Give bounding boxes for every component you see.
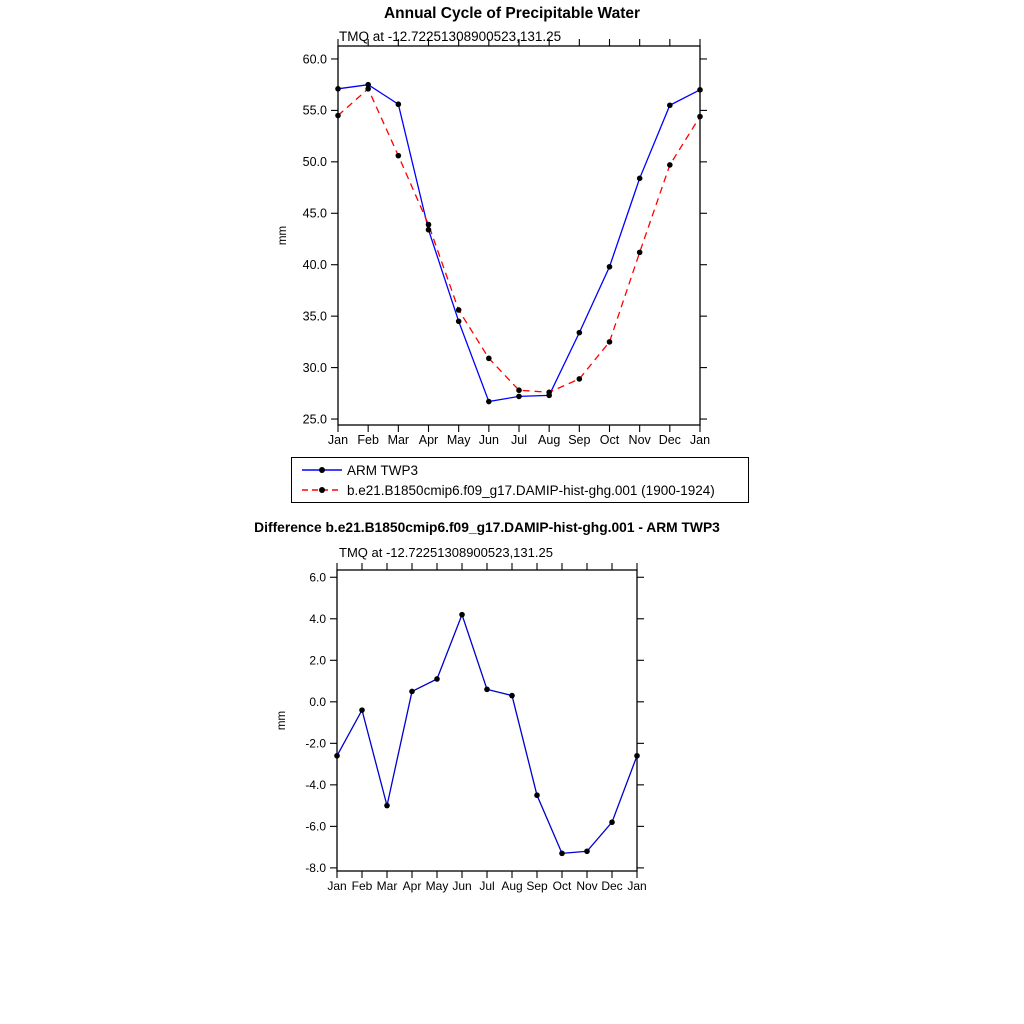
data-point-marker (577, 376, 583, 382)
data-point-marker (667, 102, 673, 108)
chart1-subtitle: TMQ at -12.72251308900523,131.25 (339, 29, 562, 44)
data-point-marker (667, 162, 673, 168)
data-point-marker (456, 307, 462, 313)
data-point-marker (426, 227, 432, 233)
x-tick-label: Aug (501, 879, 523, 893)
y-tick-label: 45.0 (302, 206, 327, 221)
data-point-marker (365, 86, 371, 92)
data-point-marker (509, 693, 515, 699)
x-tick-label: Aug (538, 433, 561, 447)
data-point-marker (607, 339, 613, 345)
data-point-marker (546, 389, 552, 395)
y-tick-label: -2.0 (305, 736, 326, 751)
legend-dashed-line-sample (299, 482, 345, 498)
chart2-subtitle: TMQ at -12.72251308900523,131.25 (339, 545, 553, 560)
y-tick-label: 30.0 (302, 360, 327, 375)
data-point-marker (607, 264, 613, 270)
legend-solid-line-sample (299, 462, 345, 478)
legend-label-model: b.e21.B1850cmip6.f09_g17.DAMIP-hist-ghg.001 (1900-1924) (347, 482, 715, 498)
data-point-marker (577, 330, 583, 336)
data-point-marker (559, 851, 565, 857)
data-point-marker (516, 394, 522, 400)
y-axis-label: mm (276, 710, 288, 731)
x-tick-label: Dec (601, 879, 623, 893)
x-tick-label: Sep (568, 433, 591, 447)
data-point-marker (409, 689, 415, 695)
x-tick-label: Mar (387, 433, 410, 447)
y-axis-label: mm (277, 225, 289, 246)
data-point-marker (459, 612, 465, 618)
data-point-marker (396, 101, 402, 107)
data-point-marker (637, 250, 643, 256)
data-point-marker (426, 222, 432, 228)
chart1-title: Annual Cycle of Precipitable Water (383, 5, 641, 22)
data-point-marker (697, 87, 703, 93)
data-point-marker (334, 753, 340, 759)
x-tick-label: Feb (357, 433, 379, 447)
data-point-marker (434, 676, 440, 682)
data-point-marker (486, 356, 492, 362)
x-tick-label: May (446, 433, 471, 447)
data-point-marker (697, 114, 703, 120)
y-tick-label: 0.0 (309, 695, 326, 710)
data-point-marker (634, 753, 640, 759)
y-tick-label: 4.0 (309, 612, 326, 627)
x-tick-label: Oct (599, 433, 620, 447)
y-tick-label: 6.0 (309, 570, 326, 585)
data-point-marker (384, 803, 390, 809)
legend-entry-arm-twp3 (292, 460, 748, 480)
x-tick-label: Jan (689, 433, 711, 447)
x-tick-label: Nov (576, 879, 598, 893)
y-tick-label: 50.0 (302, 155, 327, 170)
x-tick-label: Jan (327, 879, 347, 893)
series-line (338, 89, 700, 392)
y-tick-label: -6.0 (305, 819, 326, 834)
data-point-marker (609, 819, 615, 825)
data-point-marker (456, 318, 462, 324)
y-tick-label: -4.0 (305, 778, 326, 793)
y-tick-label: 2.0 (309, 653, 326, 668)
data-point-marker (584, 848, 590, 854)
x-tick-label: Sep (526, 879, 548, 893)
x-tick-label: Jan (627, 879, 647, 893)
legend-label-arm-twp3: ARM TWP3 (347, 462, 419, 478)
legend-marker-dot (319, 487, 325, 493)
x-tick-label: Jun (452, 879, 472, 893)
data-point-marker (396, 153, 402, 159)
x-tick-label: Apr (402, 879, 422, 893)
y-tick-label: 25.0 (302, 412, 327, 427)
data-point-marker (335, 113, 341, 119)
legend (291, 457, 749, 503)
legend-marker-dot (319, 467, 325, 473)
x-tick-label: Mar (376, 879, 398, 893)
data-point-marker (359, 707, 365, 713)
series-line (338, 85, 700, 402)
x-tick-label: Jul (511, 433, 527, 447)
data-point-marker (637, 176, 643, 182)
series-line (337, 615, 637, 854)
y-tick-label: 40.0 (302, 258, 327, 273)
data-point-marker (534, 792, 540, 798)
x-tick-label: Feb (351, 879, 373, 893)
y-tick-label: -8.0 (305, 861, 326, 876)
x-tick-label: Jan (327, 433, 349, 447)
chart2-title: Difference b.e21.B1850cmip6.f09_g17.DAMIP-hist-ghg.001 - ARM TWP3 (254, 520, 720, 535)
x-tick-label: Apr (418, 433, 439, 447)
data-point-marker (484, 687, 490, 693)
data-point-marker (516, 387, 522, 393)
data-point-marker (335, 86, 341, 92)
data-point-marker (486, 399, 492, 405)
x-tick-label: May (425, 879, 449, 893)
x-tick-label: Nov (628, 433, 651, 447)
y-tick-label: 55.0 (302, 103, 327, 118)
x-tick-label: Oct (552, 879, 572, 893)
x-tick-label: Jun (478, 433, 499, 447)
y-tick-label: 35.0 (302, 309, 327, 324)
x-tick-label: Jul (479, 879, 495, 893)
x-tick-label: Dec (658, 433, 681, 447)
y-tick-label: 60.0 (302, 52, 327, 67)
legend-entry-model (292, 480, 748, 500)
plot-frame (337, 570, 637, 871)
